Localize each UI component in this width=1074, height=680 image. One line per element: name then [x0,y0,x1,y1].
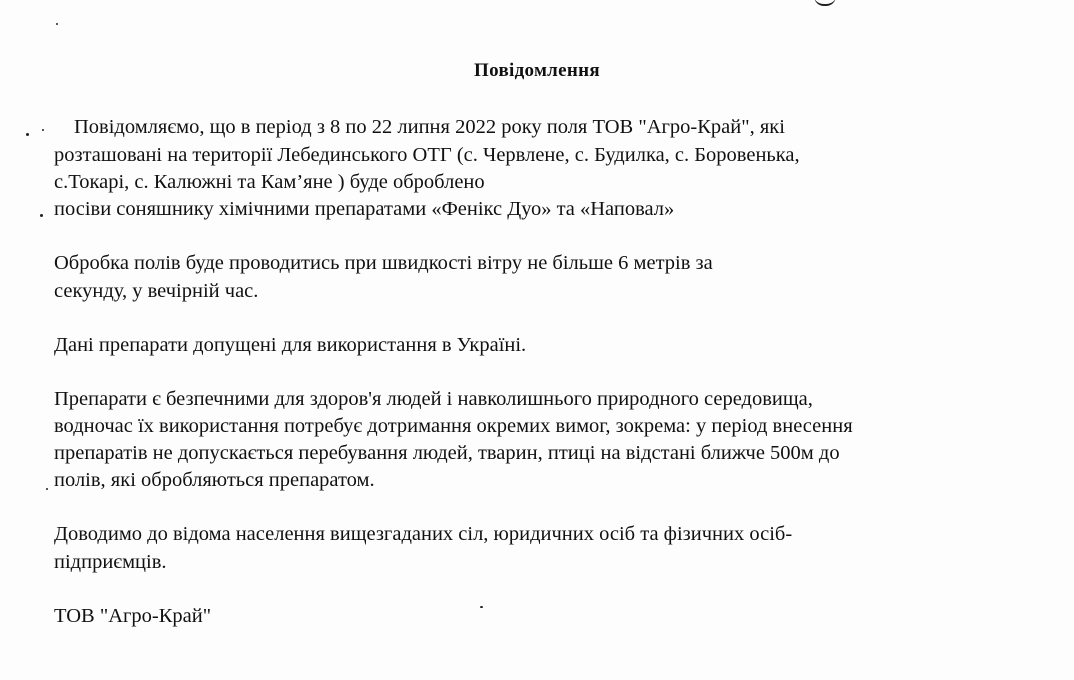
paragraph-5-line-2: підприємців. [54,551,167,573]
scan-speck [26,133,29,136]
paragraph-1-line-1: Повідомляємо, що в період з 8 по 22 липня 2022 року поля ТОВ "Агро-Край", які [74,116,785,138]
paragraph-1-line-2: розташовані на території Лебединського ОТГ (с. Червлене, с. Будилка, с. Боровенька, [54,144,800,166]
paragraph-4-line-1: Препарати є безпечними для здоров'я людей і навколишнього природного середовища, [54,388,813,410]
document-title: Повідомлення [474,60,600,81]
paragraph-1-line-3: с.Токарі, с. Калюжні та Кам’яне ) буде оброблено [54,171,485,193]
scan-speck [480,606,483,608]
paragraph-4-line-3: препаратів не допускається перебування людей, тварин, птиці на відстані ближче 500м до [54,442,840,464]
paragraph-4-line-2: водночас їх використання потребує дотримання окремих вимог, зокрема: у період внесення [54,415,853,437]
scan-speck [42,129,44,131]
scan-speck [46,488,48,490]
paragraph-3-line-1: Дані препарати допущені для використання в Україні. [54,334,527,356]
paragraph-2-line-2: секунду, у вечірній час. [54,280,259,302]
paragraph-5-line-1: Доводимо до відома населення вищезгаданих сіл, юридичних осіб та фізичних осіб- [54,523,793,545]
signature-company: ТОВ "Агро-Край" [54,605,212,627]
paragraph-4-line-4: полів, які обробляються препаратом. [54,469,375,491]
scan-speck [40,214,43,217]
paragraph-2-line-1: Обробка полів буде проводитись при швидкості вітру не більше 6 метрів за [54,252,713,274]
scan-speck [56,23,58,25]
scan-artifact-mark [814,0,836,6]
paragraph-1-line-4: посіви соняшнику хімічними препаратами «Фенікс Дуо» та «Наповал» [54,198,675,220]
